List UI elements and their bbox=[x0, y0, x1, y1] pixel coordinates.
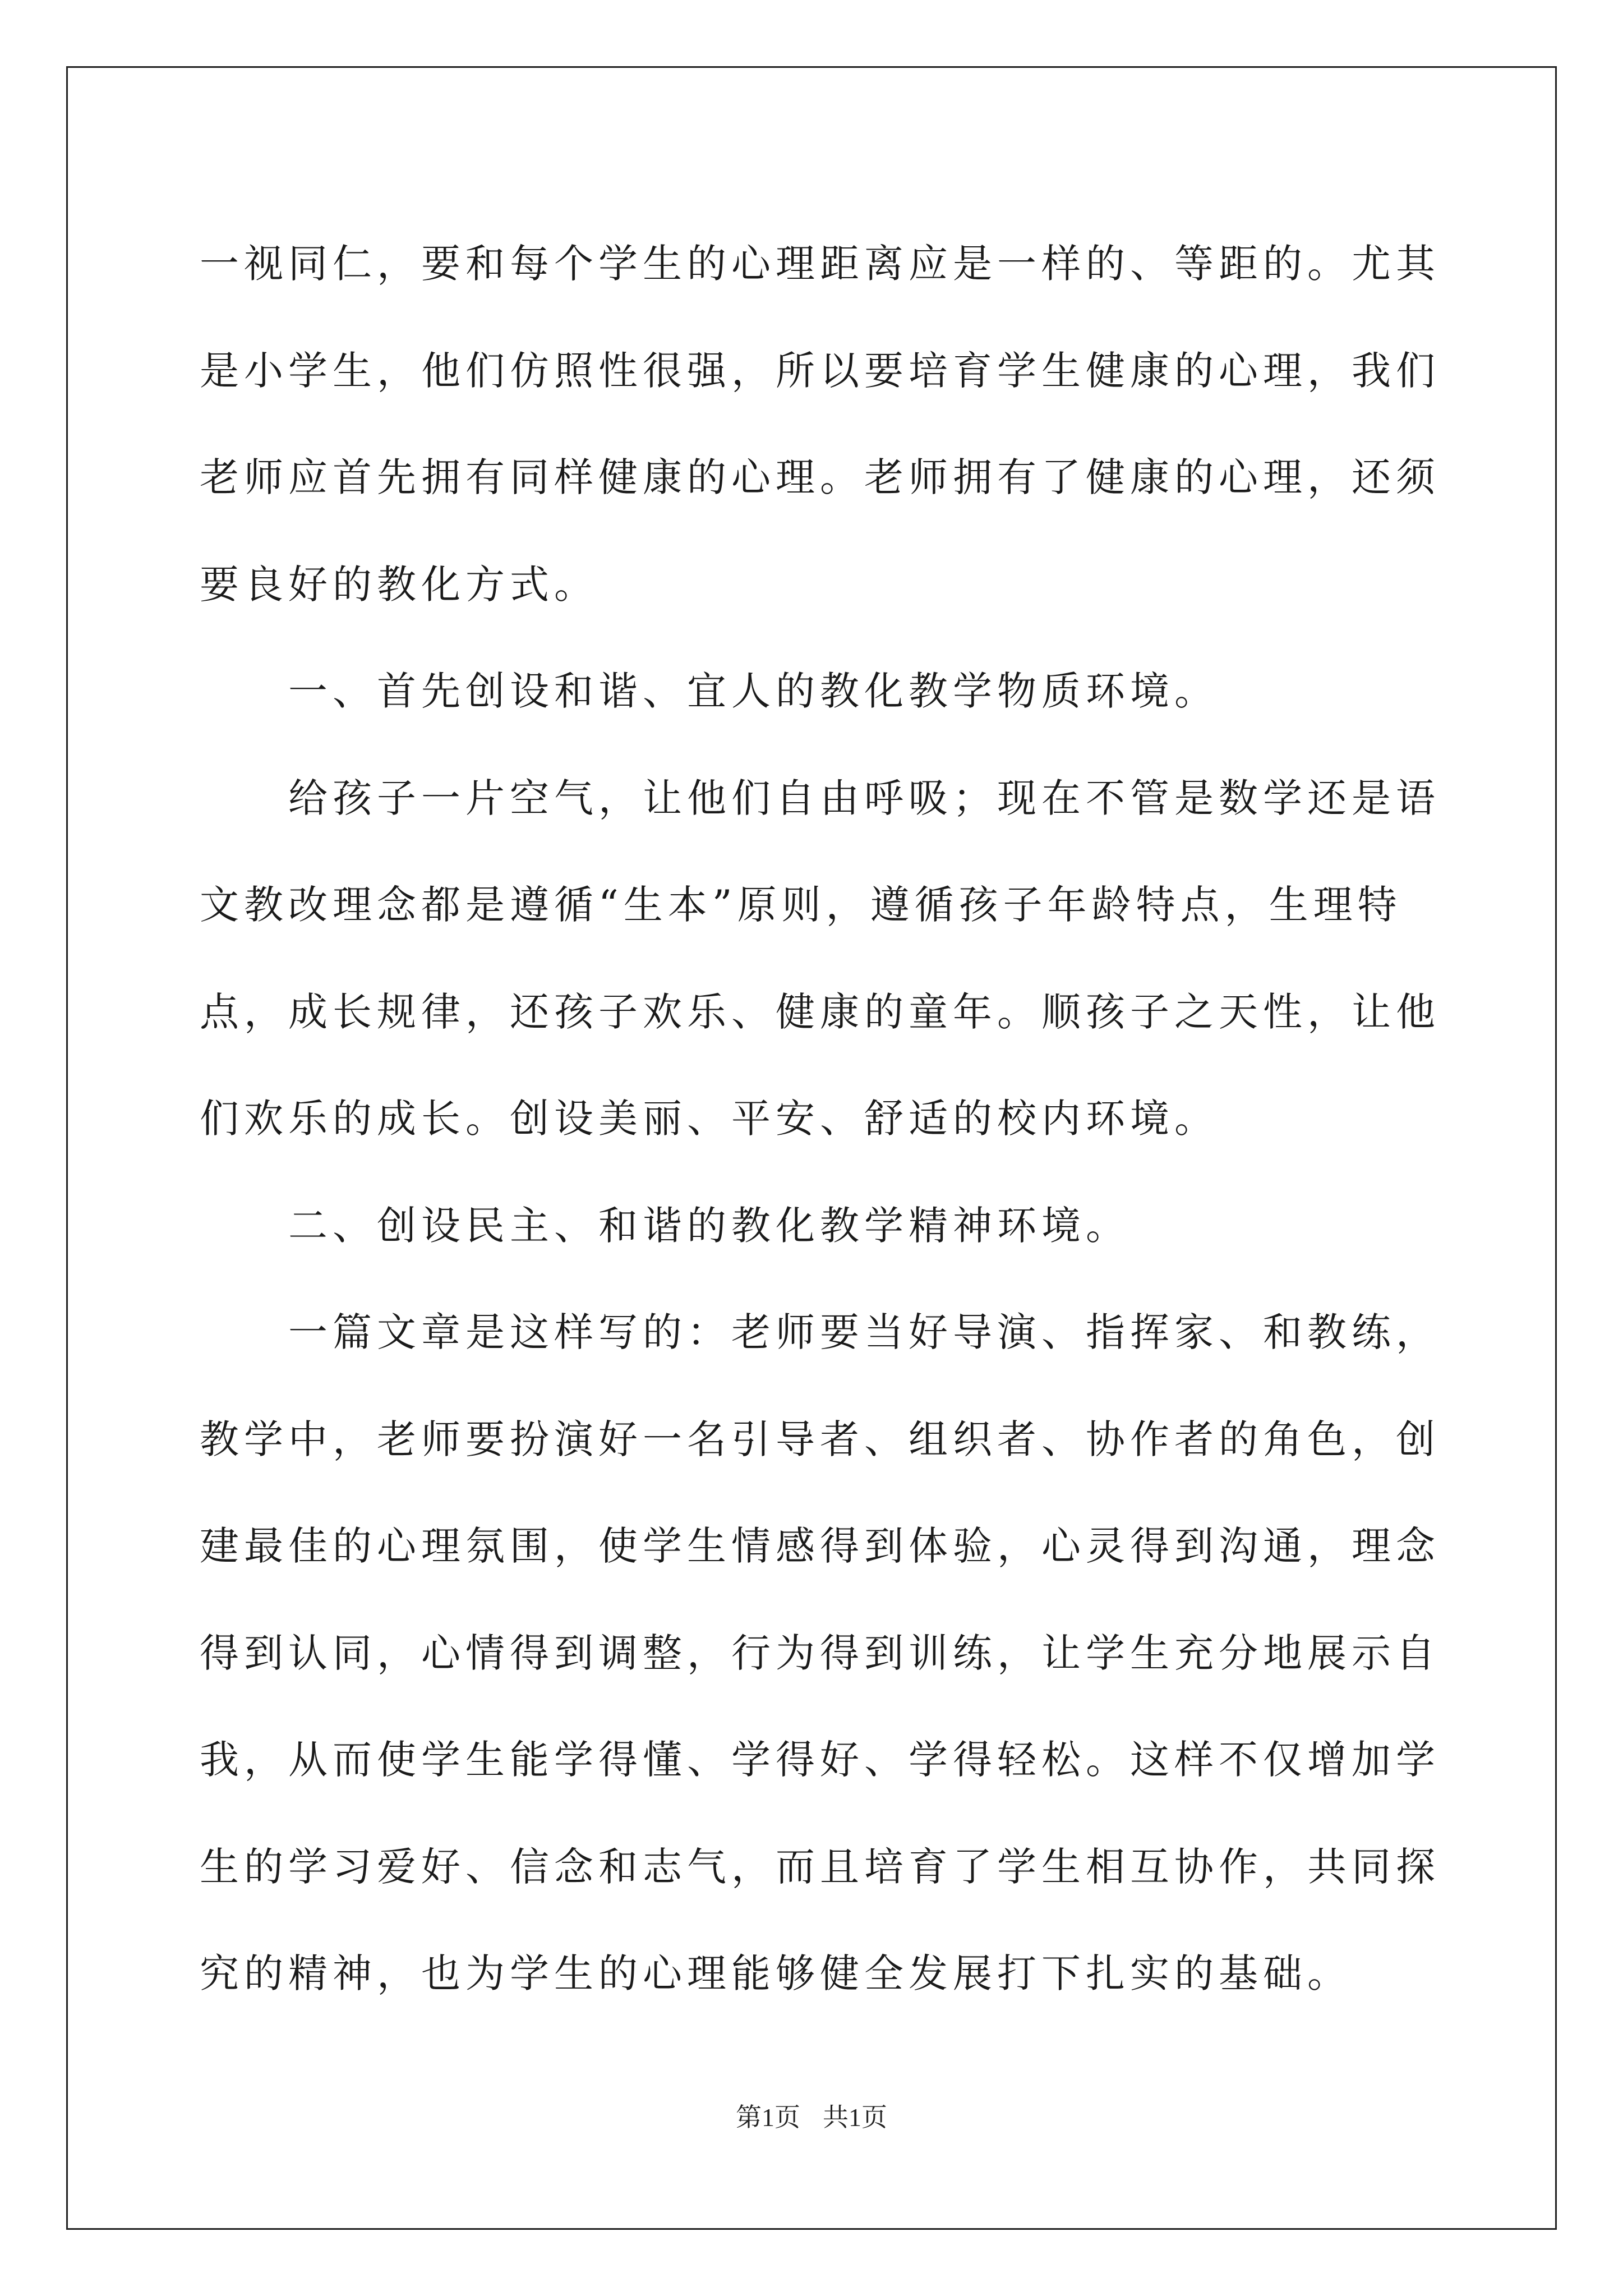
heading-section-2: 二、创设民主、和谐的教化教学精神环境。 bbox=[288, 1202, 1130, 1249]
heading-section-1: 一、首先创设和谐、宜人的教化教学物质环境。 bbox=[288, 668, 1219, 714]
paragraph-3: 一篇文章是这样写的：老师要当好导演、指挥家、和教练，教学中，老师要扮演好一名引导者、组织者、协作者的角色，创建最佳的心理氛围，使学生情感得到体验，心灵得到沟通，理念得到认同，心情得到调整，行为得到训练，让学生充分地展示自我，从而使学生能学得懂、学得好、学得轻松。这样不仅增加学生的学习爱好、信念和志气，而且培育了学生相互协作，共同探究的精神，也为学生的心理能够健全发展打下扎实的基础。 bbox=[200, 1309, 1440, 1996]
document-body bbox=[200, 210, 1450, 2027]
paragraph-2: 给孩子一片空气，让他们自由呼吸；现在不管是数学还是语文教改理念都是遵循“生本”原则，遵循孩子年龄特点，生理特点，成长规律，还孩子欢乐、健康的童年。顺孩子之天性，让他们欢乐的成长。创设美丽、平安、舒适的校内环境。 bbox=[200, 775, 1440, 1142]
page-total: 共1页 bbox=[823, 2103, 887, 2132]
page-footer bbox=[0, 2101, 1623, 2134]
paragraph-1: 一视同仁，要和每个学生的心理距离应是一样的、等距的。尤其是小学生，他们仿照性很强，所以要培育学生健康的心理，我们老师应首先拥有同样健康的心理。老师拥有了健康的心理，还须要良好的教化方式。 bbox=[200, 241, 1440, 608]
page-number: 第1页 bbox=[736, 2103, 800, 2132]
